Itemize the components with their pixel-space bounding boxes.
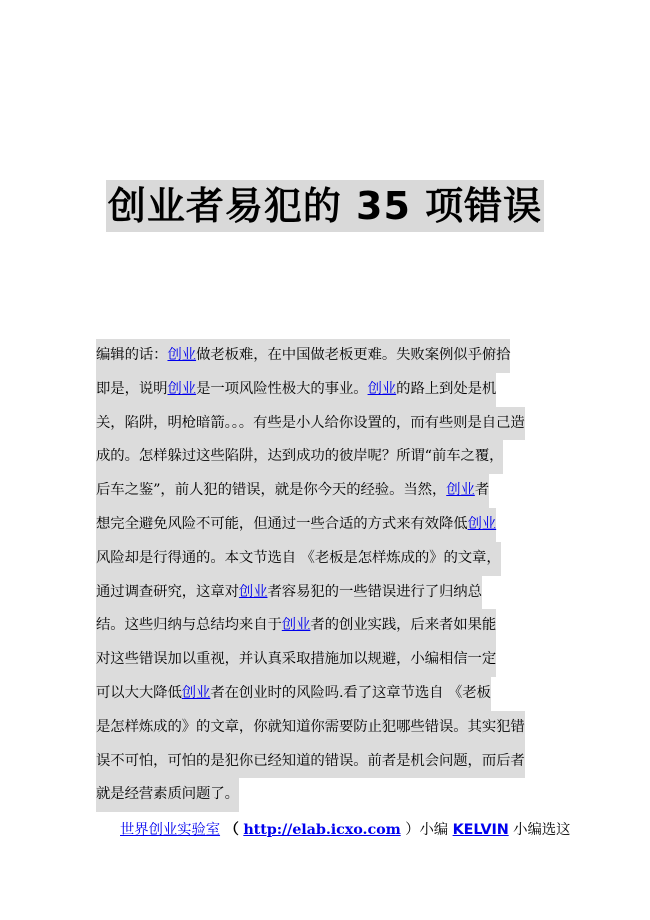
chuangye-link[interactable]: 创业 <box>167 380 197 397</box>
paragraph-line <box>96 778 556 812</box>
text-segment: 关，陷阱，明枪暗箭。。。有些是小人给你设置的，而有些则是自己造 <box>96 414 525 431</box>
paragraph-line <box>96 407 556 441</box>
paragraph-line-text <box>96 474 489 508</box>
paragraph-line-text <box>96 440 503 474</box>
paragraph-line-text <box>96 711 525 745</box>
text-segment: 是怎样炼成的》的文章，你就知道你需要防止犯哪些错误。其实犯错 <box>96 718 525 735</box>
chuangye-link[interactable]: 创业 <box>167 347 197 363</box>
editor-note-paragraph <box>96 339 556 812</box>
chuangye-link[interactable]: 创业 <box>367 380 397 397</box>
paragraph-line <box>96 609 556 643</box>
text-segment: 就是经营素质问题了。 <box>96 786 239 803</box>
title-wrap <box>0 180 650 232</box>
paragraph-line <box>96 373 556 407</box>
chuangye-link[interactable]: 创业 <box>446 482 475 499</box>
chuangye-link[interactable]: 创业 <box>467 515 497 532</box>
paragraph-line-text <box>96 542 501 576</box>
paren-open: （ <box>224 821 239 838</box>
paragraph-line-text <box>96 508 496 542</box>
url-link[interactable]: http://elab.icxo.com <box>243 821 401 838</box>
chuangye-link[interactable]: 创业 <box>238 583 268 600</box>
text-segment: 即是，说明 <box>96 380 168 397</box>
paragraph-line-text <box>96 407 525 441</box>
paragraph-line-text <box>96 576 482 610</box>
paragraph-line-text <box>96 339 510 373</box>
paragraph-line-text <box>96 778 239 812</box>
document-title: 创业者易犯的 35 项错误 <box>106 180 544 232</box>
paragraph-line <box>96 711 556 745</box>
text-segment: 后车之鉴”，前人犯的错误，就是你今天的经验。当然， <box>96 482 447 499</box>
footer-line <box>120 813 571 848</box>
paragraph-line <box>96 576 556 610</box>
paragraph-line <box>96 440 556 474</box>
footer-tail: 小编选这 <box>513 822 571 838</box>
text-segment: 想完全避免风险不可能，但通过一些合适的方式来有效降低 <box>96 515 468 532</box>
text-segment: 是一项风险性极大的事业。 <box>196 380 368 397</box>
text-segment: 风险却是行得通的。本文节选自 《老板是怎样炼成的》的文章， <box>96 549 501 566</box>
paragraph-line-text <box>96 745 525 779</box>
chuangye-link[interactable]: 创业 <box>181 684 211 701</box>
editor-label: ）小编 <box>405 822 453 838</box>
text-segment: 成的。怎样躲过这些陷阱，达到成功的彼岸呢？所谓“前车之覆， <box>96 448 504 465</box>
text-segment: 可以大大降低 <box>96 684 182 701</box>
text-segment: 对这些错误加以重视，并认真采取措施加以规避，小编相信一定 <box>96 651 497 668</box>
paragraph-line <box>96 474 556 508</box>
chuangye-link[interactable]: 创业 <box>281 617 311 634</box>
site-link[interactable]: 世界创业实验室 <box>120 822 221 838</box>
text-segment: 误不可怕，可怕的是犯你已经知道的错误。前者是机会问题，而后者 <box>96 752 525 769</box>
text-segment: 编辑的话： <box>96 347 168 363</box>
paragraph-line-text <box>96 373 496 407</box>
text-segment: 者的创业实践，后来者如果能 <box>310 617 497 634</box>
paragraph-line <box>96 542 556 576</box>
text-segment: 者 <box>474 482 490 499</box>
paragraph-line-text <box>96 643 496 677</box>
paragraph-line-text <box>96 609 496 643</box>
text-segment: 的路上到处是机 <box>396 380 497 397</box>
paragraph-line <box>96 677 556 711</box>
text-segment: 者容易犯的一些错误进行了归纳总 <box>267 583 482 600</box>
text-segment: 做老板难，在中国做老板更难。失败案例似乎俯拾 <box>196 347 511 363</box>
text-segment: 结。这些归纳与总结均来自于 <box>96 617 282 634</box>
text-segment: 通过调查研究，这章对 <box>96 583 239 600</box>
text-segment: 者在创业时的风险吗.看了这章节选自 《老板 <box>210 684 491 701</box>
paragraph-line-text <box>96 677 491 711</box>
paragraph-line <box>96 745 556 779</box>
paragraph-line <box>96 339 556 373</box>
paragraph-line <box>96 643 556 677</box>
paragraph-line <box>96 508 556 542</box>
editor-name-link[interactable]: KELVIN <box>452 822 509 838</box>
